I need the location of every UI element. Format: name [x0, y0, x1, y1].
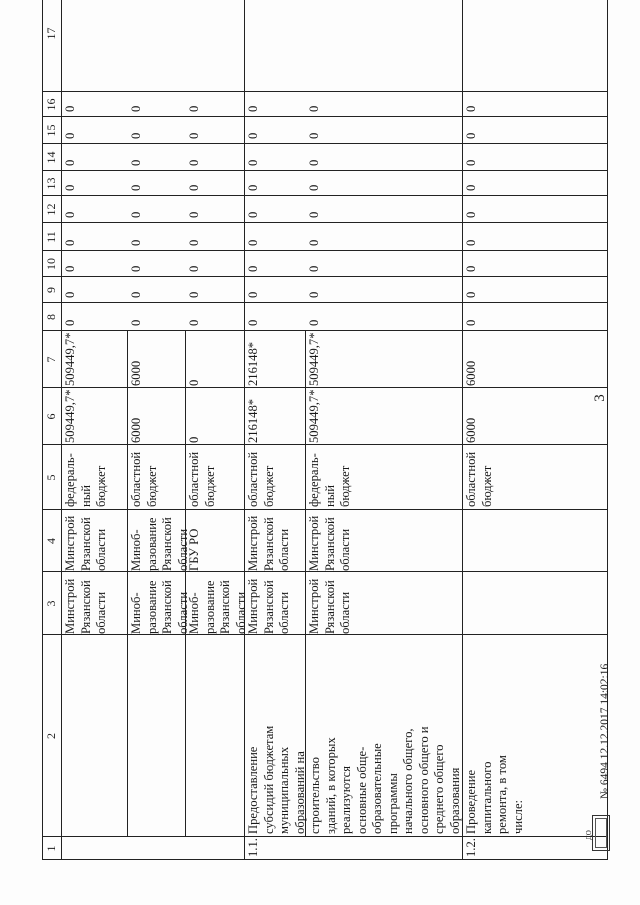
rule: [127, 331, 128, 837]
column-rule: [42, 509, 607, 510]
cell-value-col7: 509449,7*: [63, 332, 77, 386]
cell-value-col6: 0: [187, 436, 201, 443]
cell-zero-value: 0: [187, 132, 201, 139]
cell-zero-value: 0: [63, 132, 77, 139]
rule: [42, 0, 43, 860]
cell-value-col6: 509449,7*: [307, 389, 321, 443]
col-number-16: 16: [44, 98, 58, 111]
cell-zero-value: 0: [307, 239, 321, 246]
cell-zero-value: 0: [63, 291, 77, 298]
cell-zero-value: 0: [187, 184, 201, 191]
cell-zero-value: 0: [246, 105, 260, 112]
cell-zero-value: 0: [246, 159, 260, 166]
cell-zero-value: 0: [464, 184, 478, 191]
column-rule: [42, 143, 607, 144]
cell-funding-source: федераль- ный бюджет: [307, 453, 352, 507]
rule: [244, 0, 245, 860]
cell-zero-value: 0: [464, 265, 478, 272]
col-number-17: 17: [44, 27, 58, 40]
column-rule: [42, 276, 607, 277]
col-number-13: 13: [44, 177, 58, 190]
column-rule: [42, 91, 607, 92]
col-number-2: 2: [44, 733, 58, 739]
cell-zero-value: 0: [187, 159, 201, 166]
cell-zero-value: 0: [307, 265, 321, 272]
column-rule: [42, 836, 607, 837]
cell-zero-value: 0: [307, 105, 321, 112]
cell-value-col7: 0: [187, 379, 201, 386]
cell-funding-source: федераль- ный бюджет: [63, 453, 108, 507]
cell-zero-value: 0: [464, 291, 478, 298]
cell-zero-value: 0: [464, 319, 478, 326]
cell-value-col7: 6000: [464, 360, 478, 386]
row-number: 1.2.: [464, 838, 478, 857]
cell-zero-value: 0: [129, 132, 143, 139]
budget-table: [42, 0, 607, 860]
cell-responsible: Миноб- разование Рязанской области: [129, 517, 190, 571]
column-rule: [42, 444, 607, 445]
col-number-15: 15: [44, 124, 58, 137]
registration-stamp: [585, 815, 610, 851]
cell-zero-value: 0: [63, 265, 77, 272]
column-rule: [42, 330, 607, 331]
cell-zero-value: 0: [187, 319, 201, 326]
cell-value-col7: 6000: [129, 360, 143, 386]
registration-number: № 6494: [599, 762, 611, 799]
cell-executor: Минстрой Рязанской области: [246, 578, 291, 634]
col-number-8: 8: [44, 314, 58, 320]
stamp-inner: [595, 818, 607, 848]
column-rule: [42, 222, 607, 223]
cell-executor: Минстрой Рязанской области: [63, 578, 108, 634]
cell-responsible: ГБУ РО: [187, 528, 201, 571]
registration-datetime: 12.12.2017 14:02:16: [599, 663, 611, 760]
cell-zero-value: 0: [63, 159, 77, 166]
cell-zero-value: 0: [307, 132, 321, 139]
cell-zero-value: 0: [129, 239, 143, 246]
column-rule: [42, 170, 607, 171]
cell-funding-source: областной бюджет: [187, 451, 217, 507]
cell-zero-value: 0: [246, 211, 260, 218]
cell-responsible: Минстрой Рязанской области: [307, 515, 352, 571]
col-number-14: 14: [44, 151, 58, 164]
cell-zero-value: 0: [464, 239, 478, 246]
cell-zero-value: 0: [63, 184, 77, 191]
col-number-3: 3: [44, 600, 58, 607]
cell-zero-value: 0: [464, 132, 478, 139]
rule: [61, 0, 62, 860]
cell-executor: Минстрой Рязанской области: [307, 578, 352, 634]
col-number-9: 9: [44, 287, 58, 293]
col-number-4: 4: [44, 538, 58, 544]
column-rule: [42, 387, 607, 388]
stamp-label: ДО: [585, 830, 593, 840]
cell-zero-value: 0: [464, 211, 478, 218]
cell-zero-value: 0: [129, 184, 143, 191]
column-rule: [42, 250, 607, 251]
cell-zero-value: 0: [129, 105, 143, 112]
cell-zero-value: 0: [63, 105, 77, 112]
cell-value-col6: 6000: [129, 417, 143, 443]
cell-zero-value: 0: [187, 239, 201, 246]
cell-zero-value: 0: [246, 265, 260, 272]
col-number-5: 5: [44, 474, 58, 481]
registration-footer: [599, 664, 611, 799]
col-number-1: 1: [44, 845, 58, 852]
cell-funding-source: областной бюджет: [464, 451, 494, 507]
cell-zero-value: 0: [246, 184, 260, 191]
cell-value-col7: 509449,7*: [307, 332, 321, 386]
cell-zero-value: 0: [246, 291, 260, 298]
column-rule: [42, 859, 607, 860]
col-number-12: 12: [44, 203, 58, 216]
cell-executor: Миноб- разование Рязанской области: [129, 580, 190, 634]
column-rule: [42, 634, 607, 635]
cell-responsible: Минстрой Рязанской области: [246, 515, 291, 571]
cell-zero-value: 0: [187, 291, 201, 298]
row-number: 1.1.: [246, 838, 260, 857]
cell-zero-value: 0: [187, 265, 201, 272]
cell-responsible: Минстрой Рязанской области: [63, 515, 108, 571]
cell-value-col6: 6000: [464, 417, 478, 443]
cell-zero-value: 0: [63, 239, 77, 246]
cell-zero-value: 0: [129, 211, 143, 218]
cell-zero-value: 0: [307, 319, 321, 326]
cell-value-col6: 216148*: [246, 398, 260, 443]
cell-measure-name: Предоставление субсидий бюджетам муниципальных образований на строительство зданий, в которых реализуются основные обще- образовательные программы начального общего, основного общего и среднего общего образования: [246, 725, 462, 834]
cell-zero-value: 0: [63, 319, 77, 326]
cell-measure-name: Проведение капитального ремонта, в том числе:: [464, 755, 525, 834]
cell-zero-value: 0: [307, 184, 321, 191]
cell-zero-value: 0: [246, 319, 260, 326]
cell-zero-value: 0: [307, 291, 321, 298]
cell-funding-source: областной бюджет: [129, 451, 159, 507]
column-rule: [42, 302, 607, 303]
cell-funding-source: областной бюджет: [246, 451, 276, 507]
cell-executor: Миноб- разование Рязанской области: [187, 580, 248, 634]
cell-value-col6: 509449,7*: [63, 389, 77, 443]
column-rule: [42, 116, 607, 117]
col-number-10: 10: [44, 258, 58, 270]
cell-zero-value: 0: [187, 105, 201, 112]
cell-zero-value: 0: [63, 211, 77, 218]
col-number-11: 11: [44, 231, 58, 243]
col-number-6: 6: [44, 413, 58, 420]
cell-zero-value: 0: [246, 239, 260, 246]
cell-value-col7: 216148*: [246, 341, 260, 386]
cell-zero-value: 0: [129, 159, 143, 166]
cell-zero-value: 0: [129, 265, 143, 272]
cell-zero-value: 0: [129, 319, 143, 326]
cell-zero-value: 0: [246, 132, 260, 139]
cell-zero-value: 0: [129, 291, 143, 298]
column-rule: [42, 195, 607, 196]
cell-zero-value: 0: [307, 159, 321, 166]
cell-zero-value: 0: [187, 211, 201, 218]
cell-zero-value: 0: [307, 211, 321, 218]
cell-zero-value: 0: [464, 105, 478, 112]
column-rule: [42, 571, 607, 572]
col-number-7: 7: [44, 356, 58, 363]
page-number: 3: [592, 394, 608, 402]
cell-zero-value: 0: [464, 159, 478, 166]
